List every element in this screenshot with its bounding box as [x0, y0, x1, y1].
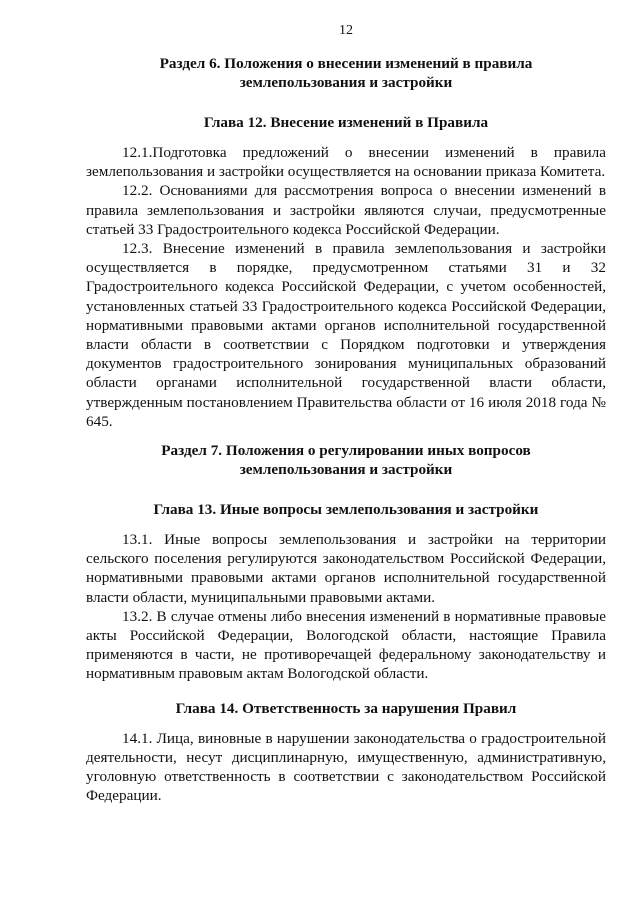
- paragraph-12-2: 12.2. Основаниями для рассмотрения вопроса о внесении изменений в правила землепользования и застройки являются случаи, предусмотренные статьей 33 Градостроительного кодекса Российской Федерации.: [86, 182, 606, 238]
- section-6: [86, 54, 606, 431]
- section-7-title-line-2: землепользования и застройки: [239, 461, 453, 479]
- page-number: 12: [339, 23, 353, 38]
- chapter-13-title: Глава 13. Иные вопросы землепользования и застройки: [153, 501, 539, 519]
- paragraph-13-2: 13.2. В случае отмены либо внесения изменений в нормативные правовые акты Российской Федерации, Вологодской области, настоящие Правила применяются в части, не противоречащей федеральному законодательству и нормативным правовым актам Вологодской области.: [86, 607, 606, 683]
- paragraph-13-1: 13.1. Иные вопросы землепользования и застройки на территории сельского поселения регулируются законодательством Российской Федерации, нормативными правовыми актами органов исполнительной государственной власти области, муниципальными правовыми актами.: [86, 531, 606, 606]
- paragraph-12-1: 12.1.Подготовка предложений о внесении изменений в правила землепользования и застройки осуществляется на основании приказа Комитета.: [86, 144, 606, 181]
- section-7-title-line-1: Раздел 7. Положения о регулировании иных вопросов: [161, 442, 531, 460]
- paragraph-12-3: 12.3. Внесение изменений в правила землепользования и застройки осуществляется в порядке, предусмотренном статьями 31 и 32 Градостроительного кодекса Российской Федерации, с учетом особенностей, установленных статьей 33 Градостроительного кодекса Российской Федерации, нормативными правовыми актами органов исполнительной государственной власти области в соответствии с Порядком подготовки и утверждения документов градостроительного зонирования муниципальных образований области органами исполнительной государственной власти области, утвержденным постановлением Правительства области от 16 июля 2018 года № 645.: [86, 240, 606, 430]
- paragraph-14-1: 14.1. Лица, виновные в нарушении законодательства о градостроительной деятельности, несут дисциплинарную, имущественную, административную, уголовную ответственность в соответствии с законодательством Российской Федерации.: [86, 729, 606, 805]
- chapter-14-title: Глава 14. Ответственность за нарушения Правил: [175, 699, 517, 717]
- section-6-title-line-1: Раздел 6. Положения о внесении изменений в правила: [159, 55, 533, 72]
- section-6-title-line-2: землепользования и застройки: [239, 74, 453, 91]
- document-page: [86, 22, 606, 882]
- section-7: [86, 441, 606, 805]
- chapter-12-title: Глава 12. Внесение изменений в Правила: [203, 114, 489, 131]
